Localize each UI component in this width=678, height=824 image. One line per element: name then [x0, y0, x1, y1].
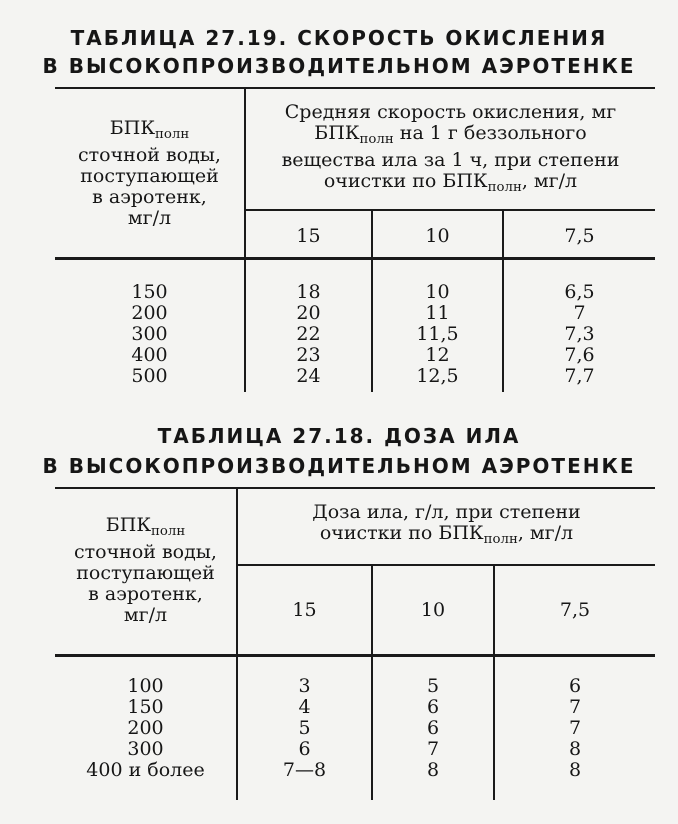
table2-col-bpk — [55, 676, 236, 781]
table1-degree-7-5: 7,5 — [564, 225, 595, 247]
table-cell: 400 и более — [86, 759, 205, 781]
table-cell: 5 — [298, 717, 311, 739]
table-cell: 7,6 — [564, 344, 595, 366]
table-cell: 400 — [131, 344, 168, 366]
table-cell: 12 — [425, 344, 450, 366]
table2-title-line1: ТАБЛИЦА 27.18. ДОЗА ИЛА — [157, 424, 521, 448]
table-cell: 7 — [568, 696, 582, 718]
table-cell: 20 — [296, 302, 321, 324]
table-cell: 3 — [298, 675, 311, 697]
table-cell: 300 — [131, 323, 168, 345]
table1-row-header: $БПК_{полн}$ сточной воды, поступающей в аэротенк, мг/л — [78, 117, 221, 229]
table2-degree-10: 10 — [420, 599, 446, 621]
table1-degree-10: 10 — [425, 225, 450, 247]
table-cell: 24 — [296, 365, 321, 387]
table2-degree-15: 15 — [292, 599, 317, 621]
table-cell: 150 — [127, 696, 164, 718]
table2-title-line2: В ВЫСОКОПРОИЗВОДИТЕЛЬНОМ АЭРОТЕНКЕ — [42, 454, 636, 478]
table1-subheader-rule — [246, 209, 655, 211]
table-cell: 8 — [568, 759, 582, 781]
table2-col-header: Доза ила, г/л, при степени очистки по $БПК_{полн}$, мг/л — [312, 501, 581, 547]
table-cell: 5 — [426, 675, 440, 697]
table1-col-bpk — [55, 282, 244, 387]
table1-top-rule — [55, 87, 655, 89]
table-cell: 12,5 — [416, 365, 459, 387]
table1-col-header: Средняя скорость окисления, мг $БПК_{полн}$ на 1 г беззольного вещества ила за 1 ч, при степени очистки по $БПК_{полн}$, мг/л — [281, 101, 620, 195]
table-cell: 6,5 — [564, 281, 595, 303]
table1-col-7-5 — [504, 282, 655, 387]
table-cell: 6 — [426, 696, 440, 718]
table-cell: 500 — [131, 365, 168, 387]
table-cell: 6 — [568, 675, 582, 697]
table2-row-header: $БПК_{полн}$ сточной воды, поступающей в аэротенк, мг/л — [74, 514, 217, 626]
table-cell: 300 — [127, 738, 164, 760]
table-cell: 7 — [568, 717, 582, 739]
table2-header-bottom-rule — [55, 654, 655, 657]
table-cell: 6 — [426, 717, 440, 739]
table-cell: 6 — [298, 738, 311, 760]
table-cell: 8 — [426, 759, 440, 781]
table-cell: 22 — [296, 323, 321, 345]
table-cell: 7 — [426, 738, 440, 760]
table2-subheader-rule — [238, 564, 655, 566]
table1-title-line1: ТАБЛИЦА 27.19. СКОРОСТЬ ОКИСЛЕНИЯ — [70, 26, 608, 50]
table-cell: 23 — [296, 344, 321, 366]
table-cell: 150 — [131, 281, 168, 303]
table2-col-10 — [373, 676, 493, 781]
table-cell: 200 — [131, 302, 168, 324]
table1-degree-15: 15 — [296, 225, 321, 247]
table-cell: 200 — [127, 717, 164, 739]
table-cell: 100 — [127, 675, 164, 697]
table1-header-bottom-rule — [55, 257, 655, 260]
table2-degree-7-5: 7,5 — [559, 599, 591, 621]
table2-col-7-5 — [495, 676, 655, 781]
table1-title-line2: В ВЫСОКОПРОИЗВОДИТЕЛЬНОМ АЭРОТЕНКЕ — [42, 54, 636, 78]
table1-col-15 — [246, 282, 371, 387]
table-cell: 4 — [298, 696, 311, 718]
table-cell: 11,5 — [416, 323, 459, 345]
table2-col-15 — [238, 676, 371, 781]
table-cell: 7 — [573, 302, 586, 324]
table-cell: 7,7 — [564, 365, 595, 387]
table1-col-10 — [373, 282, 502, 387]
table-cell: 11 — [425, 302, 450, 324]
table-cell: 18 — [296, 281, 321, 303]
table-cell: 8 — [568, 738, 582, 760]
table-cell: 10 — [425, 281, 450, 303]
table-cell: 7,3 — [564, 323, 595, 345]
table-cell: 7—8 — [282, 759, 327, 781]
table2-top-rule — [55, 487, 655, 489]
